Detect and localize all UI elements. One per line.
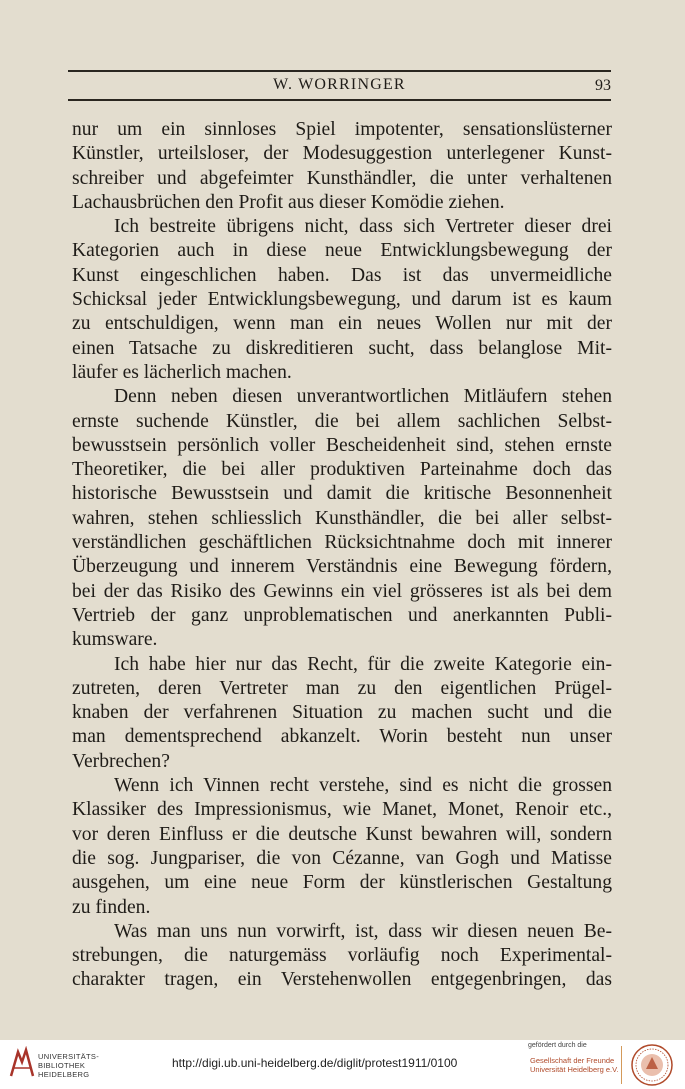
text-line: Wenn ich Vinnen recht verstehe, sind es nicht die grossen bbox=[114, 775, 612, 797]
text-line: Was man uns nun vorwirft, ist, dass wir diesen neuen Be- bbox=[114, 920, 612, 942]
text-line: Vertrieb der ganz unproblematischen und anerkannten Publi- bbox=[72, 604, 612, 626]
footer-divider bbox=[621, 1046, 622, 1084]
running-head-author: W. WORRINGER bbox=[273, 76, 406, 93]
text-line: Lachausbrüchen den Profit aus dieser Komödie ziehen. bbox=[72, 191, 505, 213]
text-line: Ich bestreite übrigens nicht, dass sich Vertreter dieser drei bbox=[114, 216, 612, 238]
sponsor-caption: gefördert durch die bbox=[528, 1042, 587, 1049]
text-line: Schicksal jeder Entwicklungsbewegung, und darum ist es kaum bbox=[72, 289, 612, 311]
page-number: 93 bbox=[595, 77, 611, 94]
viewer-footer bbox=[0, 1040, 685, 1089]
text-line: bei der das Risiko des Gewinns ein viel grösseres ist als bei dem bbox=[72, 580, 612, 602]
text-line: zu entschuldigen, wenn man ein neues Wollen nur mit der bbox=[72, 313, 612, 335]
text-line: zu finden. bbox=[72, 896, 151, 918]
text-line: historische Bewusstsein und damit die kritische Besonnenheit bbox=[72, 483, 612, 505]
text-line: einen Tatsache zu diskreditieren sucht, dass belanglose Mit- bbox=[72, 337, 612, 359]
text-line: bewusstsein persönlich voller Bescheidenheit sind, stehen ernste bbox=[72, 434, 612, 456]
university-seal-icon bbox=[630, 1043, 674, 1087]
text-line: charakter tragen, ein Verstehenwollen entgegenbringen, das bbox=[72, 969, 612, 991]
text-line: Ich habe hier nur das Recht, für die zweite Kategorie ein- bbox=[114, 653, 612, 675]
sponsor-name: Gesellschaft der Freunde Universität Heidelberg e.V. bbox=[530, 1056, 619, 1074]
text-line: vor deren Einfluss er die deutsche Kunst bewahren will, sondern bbox=[72, 823, 612, 845]
header-rule-top bbox=[68, 70, 611, 72]
text-line: strebungen, die naturgemäss vorläufig noch Experimental- bbox=[72, 945, 612, 967]
header-rule-bottom bbox=[68, 99, 611, 101]
text-line: verständlichen geschäftlichen Rücksichtnahme doch mit innerer bbox=[72, 532, 612, 554]
text-line: ausgehen, um eine neue Form der künstlerischen Gestaltung bbox=[72, 872, 612, 894]
text-line: Verbrechen? bbox=[72, 750, 170, 772]
body-text bbox=[72, 118, 612, 993]
text-line: schreiber und abgefeimter Kunsthändler, die unter verhaltenen bbox=[72, 167, 612, 189]
text-line: Kategorien auch in diese neue Entwicklungsbewegung der bbox=[72, 240, 612, 262]
text-line: Denn neben diesen unverantwortlichen Mitläufern stehen bbox=[114, 386, 612, 408]
text-line: läufer es lächerlich machen. bbox=[72, 361, 292, 383]
text-line: kumsware. bbox=[72, 629, 158, 651]
text-line: Kunst eingeschlichen haben. Das ist das unvermeidliche bbox=[72, 264, 612, 286]
text-line: nur um ein sinnloses Spiel impotenter, sensationslüsterner bbox=[72, 119, 612, 140]
text-line: die sog. Jungpariser, die von Cézanne, van Gogh und Matisse bbox=[72, 847, 612, 869]
text-line: zutreten, deren Vertreter man zu den eigentlichen Prügel- bbox=[72, 677, 612, 699]
text-line: knaben der verfahrenen Situation zu machen sucht und die bbox=[72, 702, 612, 724]
text-line: Überzeugung und innerem Verständnis eine Bewegung fördern, bbox=[72, 556, 612, 578]
text-line: wahren, stehen schliesslich Kunsthändler, die bei aller selbst- bbox=[72, 507, 612, 529]
text-line: ernste suchende Künstler, die bei allem sachlichen Selbst- bbox=[72, 410, 612, 432]
text-line: Klassiker des Impressionismus, wie Manet, Monet, Renoir etc., bbox=[72, 799, 612, 821]
text-line: Künstler, urteilsloser, der Modesuggestion unterlegener Kunst- bbox=[72, 143, 612, 165]
text-line: man dementsprechend abkanzelt. Worin besteht nun unser bbox=[72, 726, 612, 748]
permalink-url[interactable]: http://digi.ub.uni-heidelberg.de/diglit/protest1911/0100 bbox=[172, 1056, 458, 1070]
library-logo-icon bbox=[8, 1046, 36, 1082]
text-line: Theoretiker, die bei aller produktiven Parteinahme doch das bbox=[72, 459, 612, 481]
library-name: UNIVERSITÄTS- BIBLIOTHEK HEIDELBERG bbox=[38, 1052, 99, 1079]
